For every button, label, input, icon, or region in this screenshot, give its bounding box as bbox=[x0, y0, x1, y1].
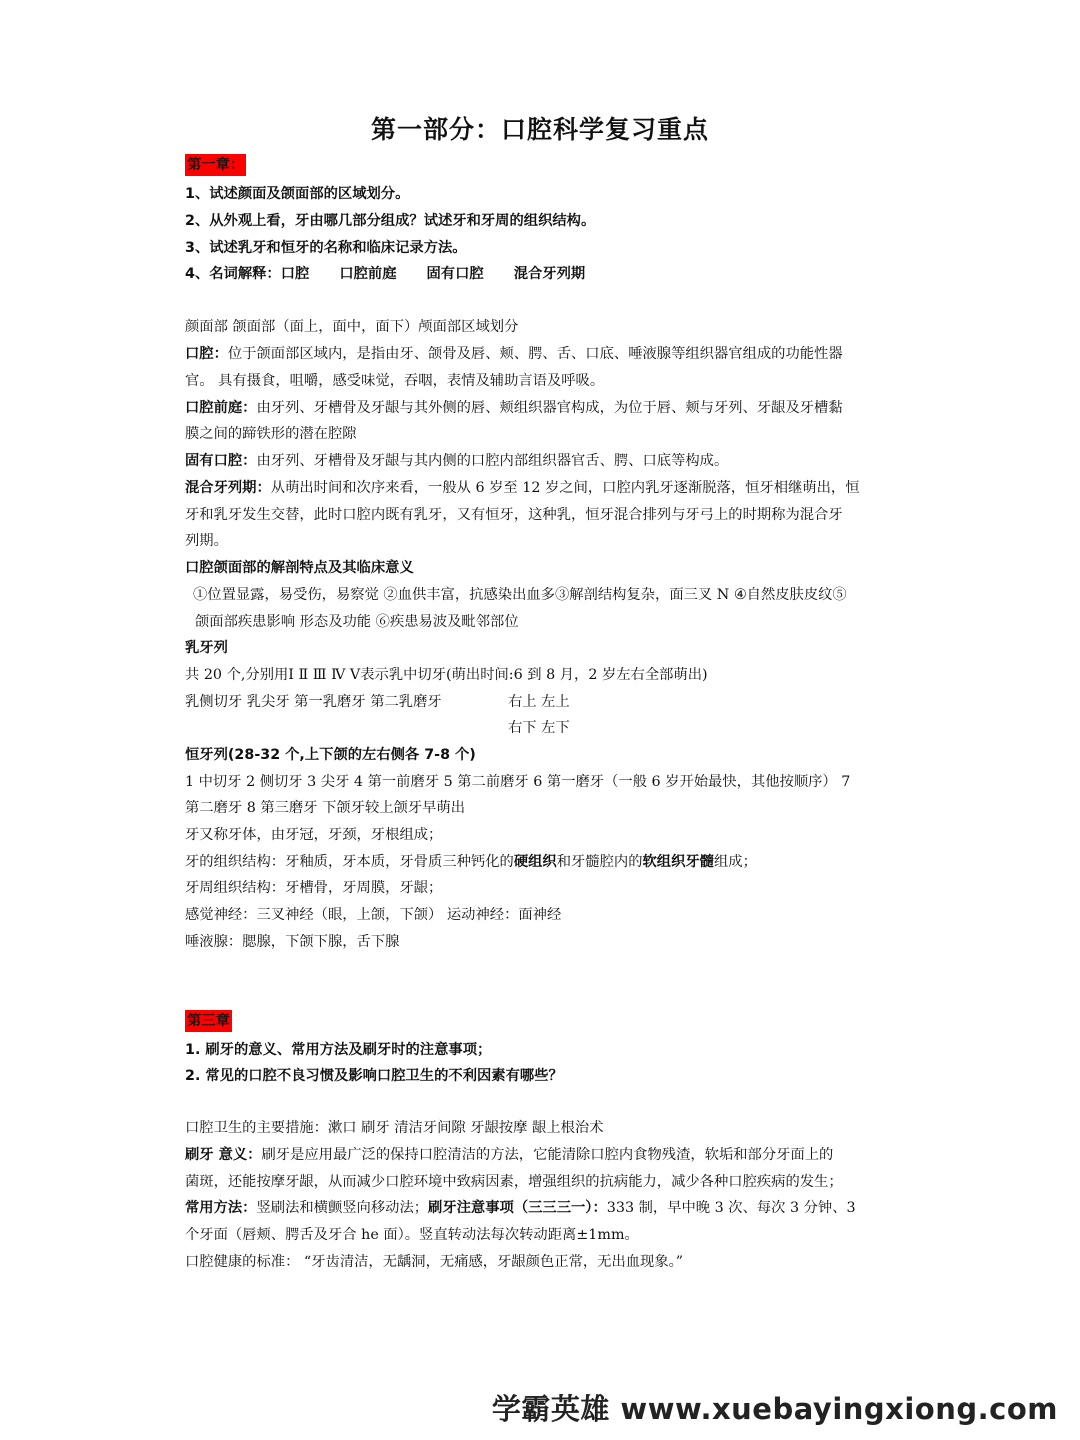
zuzhi-hard-tissue: 硬组织 bbox=[513, 854, 557, 870]
fangfa-term: 常用方法： bbox=[185, 1200, 257, 1216]
jiankang-text: 口腔健康的标准： “牙齿清洁，无龋洞，无痛感，牙龈颜色正常，无出血现象。” bbox=[185, 1254, 684, 1270]
page-title: 第一部分：口腔科学复习重点 bbox=[370, 115, 709, 144]
guyou-text: 由牙列、牙槽骨及牙龈与其内侧的口腔内部组织器官舌、腭、口底等构成。 bbox=[256, 453, 729, 469]
qianting-definition bbox=[185, 398, 843, 418]
qianting-text-2: 膜之间的蹄铁形的潜在腔隙 bbox=[185, 426, 357, 442]
chapter-3-question-1: 1. 刷牙的意义、常用方法及刷牙时的注意事项； bbox=[185, 1042, 492, 1058]
hunhe-text: 从萌出时间和次序来看，一般从 6 岁至 12 岁之间，口腔内乳牙逐渐脱落，恒牙相继萌出，恒 bbox=[270, 480, 860, 496]
jiepou-heading: 口腔颌面部的解剖特点及其临床意义 bbox=[185, 560, 414, 576]
hengya-text-2: 第二磨牙 8 第三磨牙 下颌牙较上颌牙早萌出 bbox=[185, 800, 466, 816]
term-qianting: 口腔前庭 bbox=[339, 266, 397, 282]
chapter-1-question-3: 3、试述乳牙和恒牙的名称和临床记录方法。 bbox=[185, 240, 467, 256]
chapter-1-question-2: 2、从外观上看，牙由哪几部分组成？试述牙和牙周的组织结构。 bbox=[185, 213, 596, 229]
kouqiang-text: 位于颌面部区域内，是指由牙、颌骨及唇、颊、腭、舌、口底、唾液腺等组织器官组成的功能性器 bbox=[227, 346, 843, 362]
shuaya-term: 刷牙 意义： bbox=[185, 1147, 262, 1163]
ruya-text-2: 乳侧切牙 乳尖牙 第一乳磨牙 第二乳磨牙 bbox=[185, 694, 442, 710]
zuzhi-part-c: 和牙髓腔内的 bbox=[556, 854, 643, 870]
question-4-prefix: 4、名词解释：口腔 bbox=[185, 266, 310, 282]
chapter-1-question-4 bbox=[185, 264, 585, 284]
term-hunhe: 混合牙列期 bbox=[513, 266, 586, 282]
zhuyi-text: 333 制，早中晚 3 次、每次 3 分钟、3 bbox=[606, 1200, 856, 1216]
shuaya-text: 刷牙是应用最广泛的保持口腔清洁的方法，它能清除口腔内食物残渣，软垢和部分牙面上的 bbox=[261, 1147, 834, 1163]
shuaya-text-2: 菌斑，还能按摩牙龈，从而减少口腔环境中致病因素，增强组织的抗病能力，减少各种口腔疾病的发生； bbox=[185, 1174, 843, 1190]
site-watermark: 学霸英雄 www.xuebayingxiong.com bbox=[491, 1392, 1058, 1426]
ruya-text-1: 共 20 个,分别用Ⅰ Ⅱ Ⅲ Ⅳ Ⅴ表示乳中切牙(萌出时间:6 到 8 月，2 岁左右全部萌出) bbox=[185, 667, 708, 683]
zuzhi-text bbox=[185, 852, 757, 872]
face-division: 颜面部 颌面部（面上，面中，面下）颅面部区域划分 bbox=[185, 319, 519, 335]
zuzhi-part-e: 组成； bbox=[713, 854, 757, 870]
ruya-heading: 乳牙列 bbox=[185, 640, 228, 656]
shuaya-definition bbox=[185, 1145, 833, 1165]
hengya-heading: 恒牙列(28-32 个,上下颌的左右侧各 7-8 个) bbox=[185, 747, 476, 763]
zuzhi-soft-tissue: 软组织牙髓 bbox=[642, 854, 714, 870]
shenjing-text: 感觉神经：三叉神经（眼，上颌，下颌） 运动神经：面神经 bbox=[185, 907, 562, 923]
kouqiang-text-2: 官。 具有摄食，咀嚼，感受味觉，吞咽，表情及辅助言语及呼吸。 bbox=[185, 373, 605, 389]
chapter-3-heading bbox=[185, 1010, 232, 1032]
yati-text: 牙又称牙体，由牙冠，牙颈，牙根组成； bbox=[185, 827, 443, 843]
chapter-3-label: 第三章 bbox=[185, 1010, 232, 1032]
term-guyou: 固有口腔 bbox=[426, 266, 484, 282]
chapter-1-question-1: 1、试述颜面及颌面部的区域划分。 bbox=[185, 186, 410, 202]
ruya-upper-quadrants: 右上 左上 bbox=[508, 694, 570, 710]
yazhou-text: 牙周组织结构：牙槽骨，牙周膜，牙龈； bbox=[185, 880, 443, 896]
hunhe-term: 混合牙列期： bbox=[185, 480, 271, 496]
zhuyi-term: 刷牙注意事项（三三三一）： bbox=[428, 1200, 607, 1216]
hunhe-definition bbox=[185, 478, 860, 498]
chapter-1-label: 第一章： bbox=[185, 154, 246, 176]
weisheng-text: 口腔卫生的主要措施：漱口 刷牙 清洁牙间隙 牙龈按摩 龈上根治术 bbox=[185, 1120, 604, 1136]
jiepou-text-2: 颌面部疾患影响 形态及功能 ⑥疾患易波及毗邻部位 bbox=[195, 614, 519, 630]
qianting-term: 口腔前庭： bbox=[185, 400, 257, 416]
fangfa-line bbox=[185, 1198, 856, 1218]
fangfa-text: 竖刷法和横颤竖向移动法； bbox=[256, 1200, 429, 1216]
kouqiang-definition bbox=[185, 344, 843, 364]
guyou-term: 固有口腔： bbox=[185, 453, 257, 469]
zuzhi-part-a: 牙的组织结构：牙釉质，牙本质，牙骨质三种钙化的 bbox=[185, 854, 514, 870]
jiepou-text-1: ①位置显露，易受伤，易察觉 ②血供丰富，抗感染出血多③解剖结构复杂，面三叉 N ④自然皮肤皮纹⑤ bbox=[193, 587, 847, 603]
ruya-lower-quadrants: 右下 左下 bbox=[508, 720, 570, 736]
hunhe-text-2: 牙和乳牙发生交替，此时口腔内既有乳牙，又有恒牙，这种乳，恒牙混合排列与牙弓上的时期称为混合牙 bbox=[185, 507, 843, 523]
chapter-3-question-2: 2. 常见的口腔不良习惯及影响口腔卫生的不利因素有哪些？ bbox=[185, 1068, 563, 1084]
guyou-definition bbox=[185, 451, 728, 471]
hunhe-text-3: 列期。 bbox=[185, 533, 228, 549]
chapter-1-heading bbox=[185, 154, 246, 176]
tuoye-text: 唾液腺：腮腺，下颌下腺，舌下腺 bbox=[185, 934, 400, 950]
fangfa-text-2: 个牙面（唇颊、腭舌及牙合 he 面）。竖直转动法每次转动距离±1mm。 bbox=[185, 1227, 639, 1243]
kouqiang-term: 口腔： bbox=[185, 346, 228, 362]
qianting-text: 由牙列、牙槽骨及牙龈与其外侧的唇、颊组织器官构成，为位于唇、颊与牙列、牙龈及牙槽黏 bbox=[256, 400, 843, 416]
hengya-text-1: 1 中切牙 2 侧切牙 3 尖牙 4 第一前磨牙 5 第二前磨牙 6 第一磨牙（一般 6 岁开始最快，其他按顺序） 7 bbox=[185, 774, 851, 790]
